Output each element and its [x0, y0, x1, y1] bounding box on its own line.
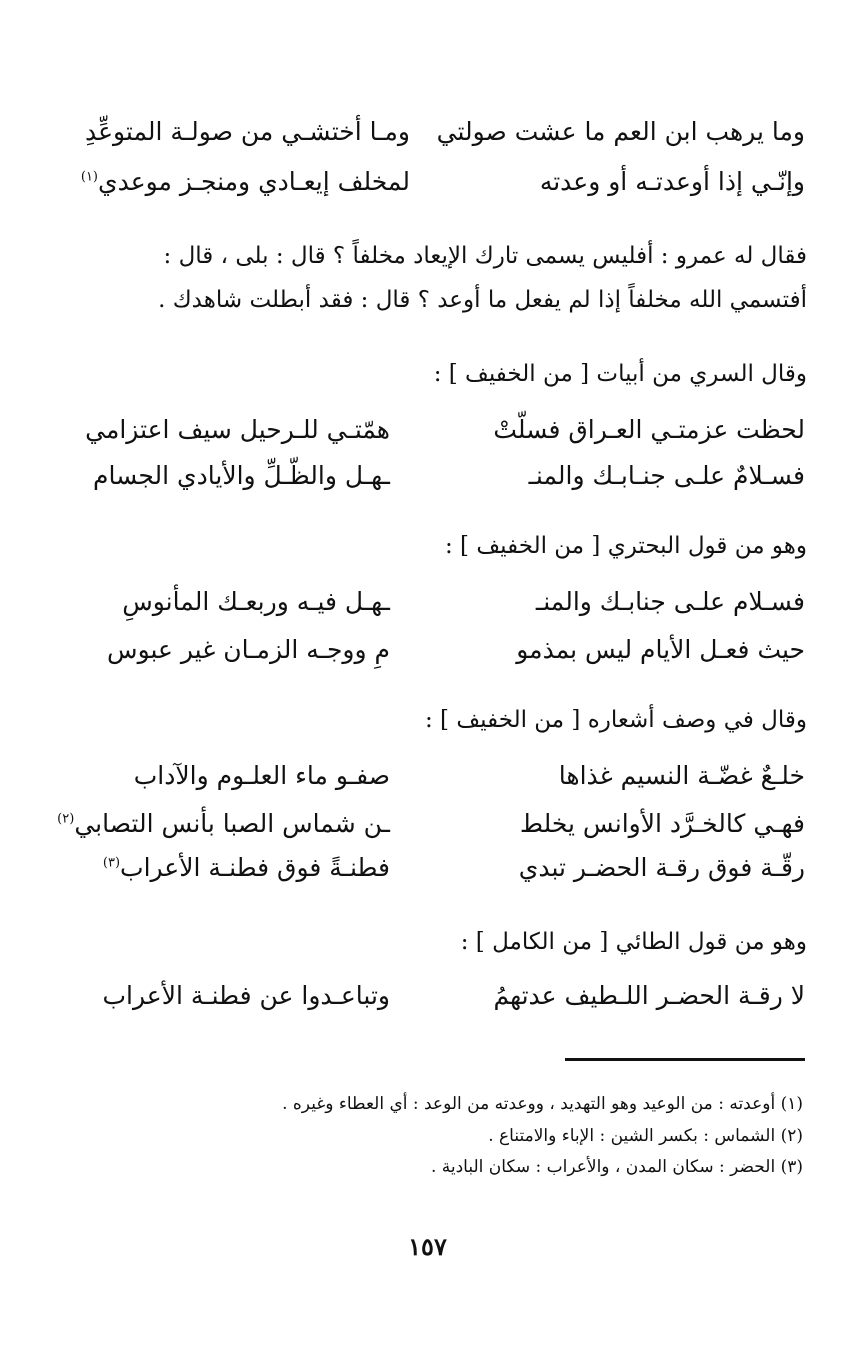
verse-hemistich-left: ومـا أختشـي من صولـة المتوعِّدِ	[84, 117, 410, 146]
footnote: (٢) الشماس : بكسر الشين : الإباء والامتناع .	[488, 1126, 803, 1146]
verse-hemistich-right: وما يرهب ابن العم ما عشت صولتي	[436, 117, 805, 146]
footnote-reference: (٣)	[102, 855, 121, 871]
verse-hemistich-right: فسـلامٌ علـى جنـابـك والمنـ	[528, 461, 805, 490]
footnote-reference: (١)	[80, 169, 98, 185]
prose-line: فقال له عمرو : أفليس يسمى تارك الإيعاد مخلفاً ؟ قال : بلى ، قال :	[163, 243, 807, 269]
verse-hemistich-left: ـهـل فيـه وربعـك المأنوسِ	[122, 587, 390, 616]
verse-text: فطنـةً فوق فطنـة الأعراب	[120, 853, 390, 882]
verse-text: لمخلف إيعـادي ومنجـز موعدي	[98, 167, 410, 196]
verse-hemistich-left: وتباعـدوا عن فطنـة الأعراب	[102, 981, 390, 1010]
verse-hemistich-left	[100, 842, 390, 894]
verse-hemistich-left: ـهـل والظّـلِّ والأيادي الجسام	[93, 461, 390, 490]
verse-hemistich-left: همّتـي للـرحيل سيف اعتزامي	[85, 415, 390, 444]
verse-hemistich-left	[80, 156, 410, 208]
footnote: (٣) الحضر : سكان المدن ، والأعراب : سكان البادية .	[430, 1157, 803, 1177]
section-heading: وهو من قول الطائي [ من الكامل ] :	[460, 929, 807, 955]
footnote-reference: (٢)	[57, 811, 75, 827]
verse-hemistich-right: خلـعٌ غضّـة النسيم غذاها	[558, 761, 805, 790]
footnote: (١) أوعدته : من الوعيد وهو التهديد ، ووعدته من الوعد : أي العطاء وغيره .	[282, 1094, 803, 1114]
prose-line: أفتسمي الله مخلفاً إذا لم يفعل ما أوعد ؟ قال : فقد أبطلت شاهدك .	[158, 287, 807, 313]
footnote-separator	[565, 1058, 805, 1061]
verse-hemistich-right: حيث فعـل الأيام ليس بمذمو	[516, 635, 805, 664]
verse-text: ـن شماس الصبا بأنس التصابي	[74, 809, 390, 838]
page-number: ١٥٧	[408, 1232, 447, 1261]
verse-hemistich-left: مِ ووجـه الزمـان غير عبوس	[107, 635, 390, 664]
verse-hemistich-right: فسـلام علـى جنابـك والمنـ	[535, 587, 805, 616]
verse-hemistich-right: فهـي كالخـرَّد الأوانس يخلط	[519, 809, 805, 838]
verse-hemistich-right: وإنّـي إذا أوعدتـه أو وعدته	[539, 167, 805, 196]
section-heading: وهو من قول البحتري [ من الخفيف ] :	[445, 533, 807, 559]
verse-hemistich-left: صفـو ماء العلـوم والآداب	[133, 761, 390, 790]
verse-hemistich-right: لحظت عزمتـي العـراق فسلّتْ	[493, 415, 805, 444]
verse-hemistich-right: رقّـة فوق رقـة الحضـر تبدي	[518, 853, 805, 882]
verse-hemistich-right: لا رقـة الحضـر اللـطيف عدتهمُ	[493, 981, 805, 1010]
section-heading: وقال في وصف أشعاره [ من الخفيف ] :	[425, 707, 807, 733]
section-heading: وقال السري من أبيات [ من الخفيف ] :	[433, 361, 807, 387]
